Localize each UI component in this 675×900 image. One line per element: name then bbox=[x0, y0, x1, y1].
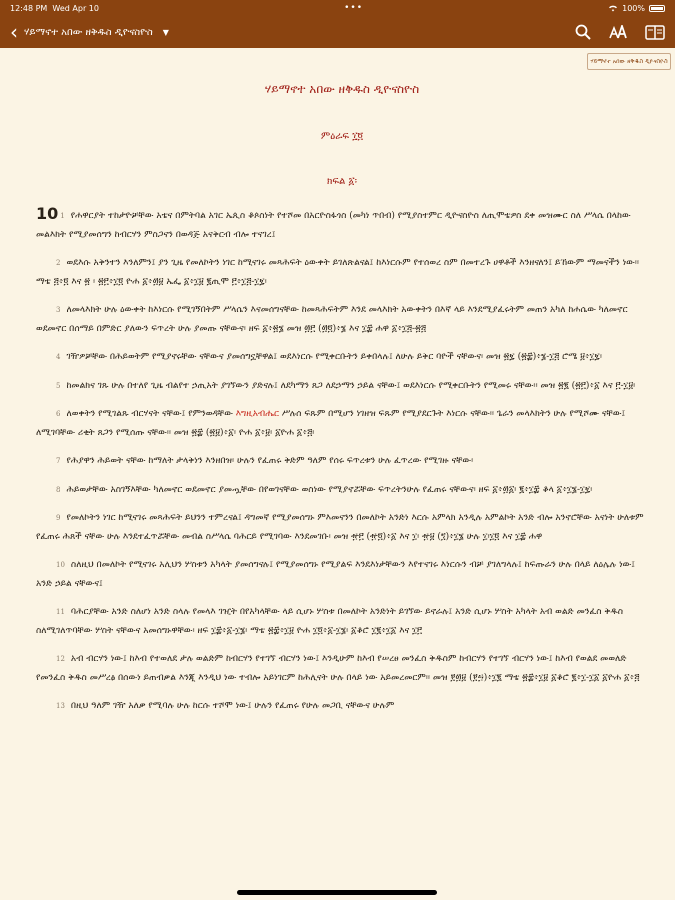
verse-1[interactable] bbox=[36, 205, 648, 244]
battery-percent: 100% bbox=[622, 3, 645, 13]
status-time-date: 12:48 PM Wed Apr 10 bbox=[10, 3, 99, 13]
verse-text: ለመላእክት ሁሉ ዕውቀት ከእነርሱ የሚገኝበትም ሥላሴን እናመሰግናቸው ከመጻሕፍትም እንደ መላእክት አውቀትን በእኛ ላይ እንደሚያፈሩትም መጠን አካለ ከሐሴው ካለመኖር ወደመኖር በሰማይ በምድር ያለውን ፍጥረት ሁሉ ያመጡ ናቸውና፡ ዘፍ ፩፥፳፮ መዝ ፴፫ (፴፬)፥፮ እና ፲፰ ሐዋ ፩፥፲፭-፳፭ bbox=[36, 305, 628, 334]
verse-text: ገዥዎቻቸው በሕይወትም የሚያኖሩቸው ናቸውና ያመሰግኗቸዋል፤ ወደእነርሱ የሚቀርቡትን ይቀበላሉ፤ ለሁሉ ይቅር ባዮች ናቸውና፡ መዝ ፳፯ (፳፰)፥፮-፲፭ ሮሜ ፱፥፲፯፡ bbox=[66, 352, 602, 362]
verse-2[interactable] bbox=[36, 254, 648, 291]
verse-4[interactable] bbox=[36, 348, 648, 367]
back-button[interactable] bbox=[10, 22, 169, 42]
verse-8[interactable] bbox=[36, 481, 648, 500]
verse-text: ባሕርያቸው አንድ ስለሆነ አንድ ስላሉ የመላእ ገዢት በየአካላቸው ላይ ሲሆኑ ሦስቱ በመለኮት አንድነት ይገኘው ይኖራሉ፤ አንድ ሲሆኑ ሦስት አካላት አብ ወልድ መንፈስ ቅዱስ ስለሚገለጥባቸው ሦስት ናቸውና አመሰግኑዋቸው፡ ዘፍ ፲፰፥፩-፲፮፡ ማቴ ፳፰፥፲፱ ዮሐ ፲፬፥፩-፲፮፡ ፩ቆሮ ፲፪፥፲፩ እና ፲፫ bbox=[36, 607, 624, 636]
verse-13[interactable] bbox=[36, 697, 648, 716]
highlighted-word[interactable]: እግዚአብሔር bbox=[235, 409, 279, 419]
verse-6[interactable] bbox=[36, 405, 648, 442]
verse-number: 1 bbox=[60, 212, 65, 220]
verse-number: 8 bbox=[56, 485, 61, 494]
verse-text: አብ ብርሃን ነው፤ ከእብ የተወለደ ታሉ ወልድም ከብርሃን የተገኘ ብርሃን ነው፤ እንዲሁም ከእብ የሠረፀ መንፈስ ቅዱስም ከብርሃን የተገኘ ብርሃን ነው፤ ከእብ የወልደ መወለድ የመንፈስ ቅዱስ መሥረፅ በሰውነ ይጠብቃል እንጂ እንዲህ ነው ተብሎ አይነገርም ከሕሊናት ሁሉ በላይ ነው አይመረመርም፡፡ መዝ ፻፴፱ (፻፵)፥፲፪ ማቴ ፳፰፥፲፱ ፩ቆሮ ፪፥፲-፲፩ ፩ዮሐ ፩፥፭ bbox=[36, 654, 640, 683]
verse-text: የመለኮትን ነገር ከሚናገሩ መጻሕፍት ይህንን ተምረናል፤ ዳግመኛ የሚያመሰግኑ ምእመናንን በመለኮት አንድነ እርሱ አምላክ አንዲሉ አምልኮት አንድ ብሎ አንኖሮቸው አናነት ሁለቱም የፈጠሩ ሕጸች ናቸው ሁሉ እንደተፈጥሯቸው መብል ስሥላሴ ባሕርይ የሚገባው እንደመገቡ፡ መዝ ፹፫ (፹፬)፥፩ እና ፲፡ ፹፱ (፺)፥፲፮ ሁሉ ፲፡፲፬ እና ፲፰ ሐዋ bbox=[36, 513, 644, 542]
caret-down-icon: ▼ bbox=[162, 27, 169, 37]
home-indicator[interactable] bbox=[237, 890, 437, 895]
verse-9[interactable] bbox=[36, 509, 648, 546]
verse-text: ወደእሱ አቅንተን እንለምን፤ ያን ጊዜ የመለኮትን ነገር ከሚናገሩ መጻሕፍት ዕውቀት ይገለጽልናል፤ ከእነርሱም የተሰወረ ስም በመተረጉ ሀዋቶች እንዘናለን፤ ይኸውም ማመናችን ነው፡፡ ማቴ ፭፥፬ እና ፳ ፡ ፳፫፥፲፬ ዮሐ ፩፥፴፱ ኤፌ ፩፥፲፱ ፪ጢሞ ፫፥፲፭-፲፯፡ bbox=[36, 258, 640, 287]
verse-12[interactable] bbox=[36, 650, 648, 687]
verse-text: በዚህ ዓለም ገዥ አለቃ የሚባሉ ሁሉ ከርሱ ተሾሞ ነው፤ ሁሉን የፈጠሩ የሁሉ መጋቢ ናቸውና ሁሉም bbox=[70, 701, 395, 711]
battery-icon bbox=[649, 5, 665, 12]
verse-text: ሕይወታቸው አስገኝእቸው ካለመኖር ወደመኖር ያመጧቸው በየወገናቸው ወስነው የሚያኖሯቸው ፍጥረትንሁሉ የፈጠሩ ናቸውና፡ ዘፍ ፩፥፴፩፡ ፪፥፲፰ ቆላ ፩፥፲፮-፲፯፡ bbox=[66, 484, 593, 495]
verse-10[interactable] bbox=[36, 556, 648, 593]
reading-content bbox=[36, 82, 648, 726]
verse-number: 12 bbox=[56, 655, 65, 663]
book-button[interactable] bbox=[645, 25, 665, 40]
book-title-pill[interactable]: ሃይማኖተ አበው ዘቅዱስ ዲዮናስዮስ bbox=[587, 53, 671, 70]
verse-number: 13 bbox=[56, 702, 65, 710]
verse-text: ስለዚህ በመለኮት የሚናገሩ አሊህን ሦስቱን አካላት ያመሰግናሉ፤ የሚያመሰግኑ የሚያልፍ እንደእነታቸውን እየተናገሩ እነርሱን ብቻ ያገለግላሉ፤ ከፍጡራን ሁሉ በላይ ለዕሌሉ ነው፤ አንድ ኃይል ናቸውና፤ bbox=[36, 560, 635, 589]
verse-number: 4 bbox=[56, 353, 61, 361]
nav-title: ሃይማኖተ አበው ዘቅዱስ ዲዮናስዮስ bbox=[24, 26, 153, 38]
verse-text: ከመልክና ገጹ ሁሉ በተለየ ጊዜ ብልየተ ኃጢአት ያገኘውን ያድናሉ፤ ለደካማን ጸጋ ለደኃማን ኃይል ናቸው፤ ወደእነርሱ የሚቀርቡትን የሚመሩ ናቸው፡፡ መዝ ፳፪ (፳፫)፥፩ እና ፫-፲፱፡ bbox=[66, 380, 636, 391]
verse-text: የሐዋርያት ተከታዮቻቸው አቴና በምትባል አገር ኤጲስ ቆጶስነት የተሾመ በአርዮስፋጎስ (መካነ ጥበብ) የሚያስተምር ዲዮናስዮስ ለጢሞቴዎስ ደቀ መዝሙር ስለ ሥላሴ በላከው መልእክት የሚያመሰግን ከብርሃን ምስጋናን በወዳጅ አናቅርብ ብሎ ተናገረ፤ bbox=[36, 211, 631, 240]
status-right bbox=[608, 4, 665, 13]
chapter-number: 10 bbox=[36, 204, 59, 223]
nav-actions bbox=[575, 24, 665, 40]
verse-text: ለወቀትን የሚገልጹ ብርሃናት ናቸው፤ የምንወዳቸው እግዚአብሔር ሥሉሰ ፍጹም በሚሆን ነገዘዝ ፍጹም የሚያደርጉት እነርሱ ናቸው፡፡ ጌራን መላእክትን ሁሉ የሚሾሙ ናቸው፤ ለሚገባቸው ሪቂት ጸጋን የሚሰጡ ናቸው፡፡ መዝ ፳፰ (፳፱)፥፩፡ ዮሐ ፩፥፱፡ ፩ዮሐ ፩፥፭፡ bbox=[36, 409, 626, 438]
verse-11[interactable] bbox=[36, 603, 648, 640]
search-icon bbox=[575, 24, 591, 40]
verse-number: 5 bbox=[56, 381, 61, 390]
chevron-left-icon: ‹ bbox=[10, 20, 18, 44]
verse-number: 11 bbox=[56, 608, 65, 616]
verse-number: 3 bbox=[56, 306, 61, 314]
verse-text: የሕያዋን ሕይወት ናቸው ከማለት ታላቅነን እንዘበዝ፡ ሁሉን የፈጠሩ ቅድም ዓለም የሰሩ ፍጥረቱን ሁሉ ፈጥረው የሚገዙ ናቸው፡ bbox=[66, 456, 474, 466]
search-button[interactable] bbox=[575, 24, 591, 40]
verse-number: 2 bbox=[56, 259, 61, 267]
verse-7[interactable] bbox=[36, 452, 648, 471]
text-size-icon bbox=[609, 25, 627, 39]
verse-number: 9 bbox=[56, 514, 61, 522]
part-heading: ክፍል ፩፡ bbox=[326, 176, 358, 187]
wifi-icon bbox=[608, 4, 618, 12]
verse-5[interactable] bbox=[36, 377, 648, 396]
navigation-bar bbox=[0, 16, 675, 48]
status-bar bbox=[0, 0, 675, 16]
verse-3[interactable] bbox=[36, 301, 648, 338]
book-heading: ሃይማኖተ አበው ዘቅዱስ ዲዮናስዮስ bbox=[264, 82, 420, 96]
chapter-heading: ምዕራፍ ፲፬ bbox=[320, 131, 364, 142]
verse-list bbox=[36, 205, 648, 716]
verse-number: 6 bbox=[56, 410, 61, 418]
multitasking-dots[interactable]: ••• bbox=[344, 3, 364, 13]
verse-number: 7 bbox=[56, 457, 61, 465]
text-size-button[interactable] bbox=[609, 25, 627, 39]
book-icon bbox=[645, 25, 665, 40]
verse-number: 10 bbox=[56, 561, 65, 569]
